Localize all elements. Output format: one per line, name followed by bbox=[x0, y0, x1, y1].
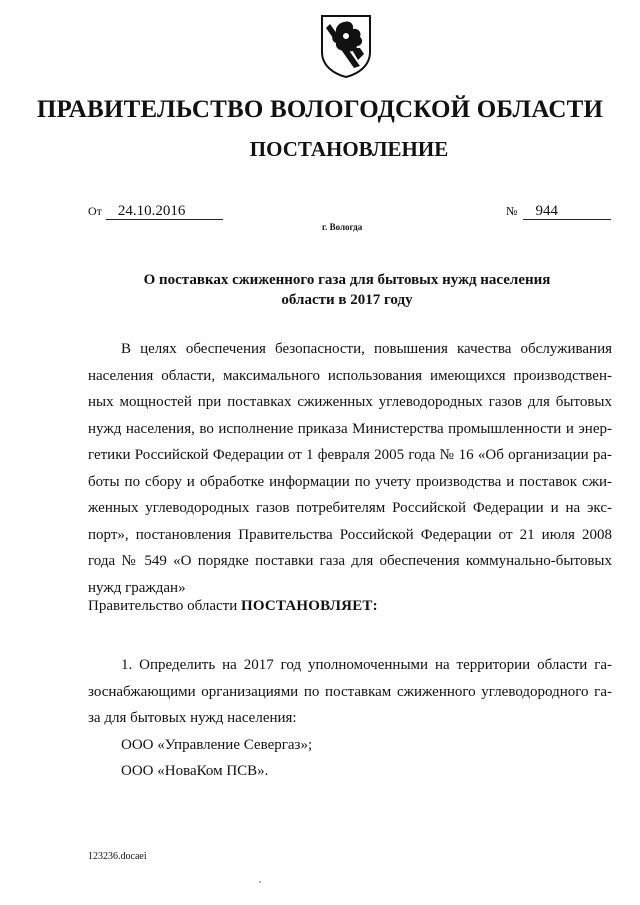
text-line: женных углеводородных газов потребителям Российской Федерации и на экс- bbox=[88, 500, 612, 516]
number-row bbox=[506, 203, 611, 220]
text-line: за для бытовых нужд населения: bbox=[88, 710, 297, 726]
document-number: 944 bbox=[523, 203, 611, 220]
organization-item: ООО «Управление Севергаз»; bbox=[121, 736, 313, 753]
document-date: 24.10.2016 bbox=[106, 203, 223, 220]
text-line: В целях обеспечения безопасности, повышения качества обслуживания bbox=[121, 341, 612, 357]
text-line: зоснабжающими организациями по поставкам сжиженного углеводородного га- bbox=[88, 683, 612, 700]
number-label: № bbox=[506, 204, 518, 218]
item-1 bbox=[88, 652, 612, 785]
text-line: боты по сбору и обработке информации по учету производства и поставок сжи- bbox=[88, 473, 612, 490]
date-row bbox=[88, 203, 223, 220]
decree-statement bbox=[88, 598, 378, 615]
organization-item: ООО «НоваКом ПСВ». bbox=[121, 763, 269, 779]
document-subject bbox=[0, 270, 640, 310]
text-line: гетики Российской Федерации от 1 февраля 2005 года № 16 «Об организации ра- bbox=[88, 447, 612, 463]
file-code: 123236.docaei bbox=[88, 851, 147, 862]
government-title: ПРАВИТЕЛЬСТВО ВОЛОГОДСКОЙ ОБЛАСТИ bbox=[36, 96, 604, 123]
text-line: населения области, максимального использования имеющихся производствен- bbox=[88, 367, 612, 384]
date-label: От bbox=[88, 204, 102, 218]
decree-prefix: Правительство области bbox=[88, 598, 241, 614]
text-line: 1. Определить на 2017 год уполномоченными на территории области га- bbox=[121, 657, 612, 673]
scan-dot bbox=[259, 881, 261, 883]
document-type-title: ПОСТАНОВЛЕНИЕ bbox=[249, 137, 449, 161]
preamble-paragraph bbox=[88, 336, 612, 601]
text-line: нужд населения, во исполнение приказа Министерства промышленности и энер- bbox=[88, 420, 612, 437]
text-line: порт», постановления Правительства Российской Федерации от 21 июля 2008 bbox=[88, 526, 612, 543]
subject-line: О поставках сжиженного газа для бытовых нужд населения bbox=[143, 272, 551, 288]
text-line: ных мощностей при поставках сжиженных углеводородных газов для бытовых bbox=[88, 394, 612, 410]
city-name: г. Вологда bbox=[322, 222, 363, 232]
decree-verb: ПОСТАНОВЛЯЕТ: bbox=[240, 598, 378, 614]
coat-of-arms-emblem bbox=[320, 14, 372, 78]
subject-line: области в 2017 году bbox=[281, 292, 413, 308]
text-line: нужд граждан» bbox=[88, 579, 186, 596]
text-line: года № 549 «О порядке поставки газа для обеспечения коммунально-бытовых bbox=[88, 553, 612, 569]
